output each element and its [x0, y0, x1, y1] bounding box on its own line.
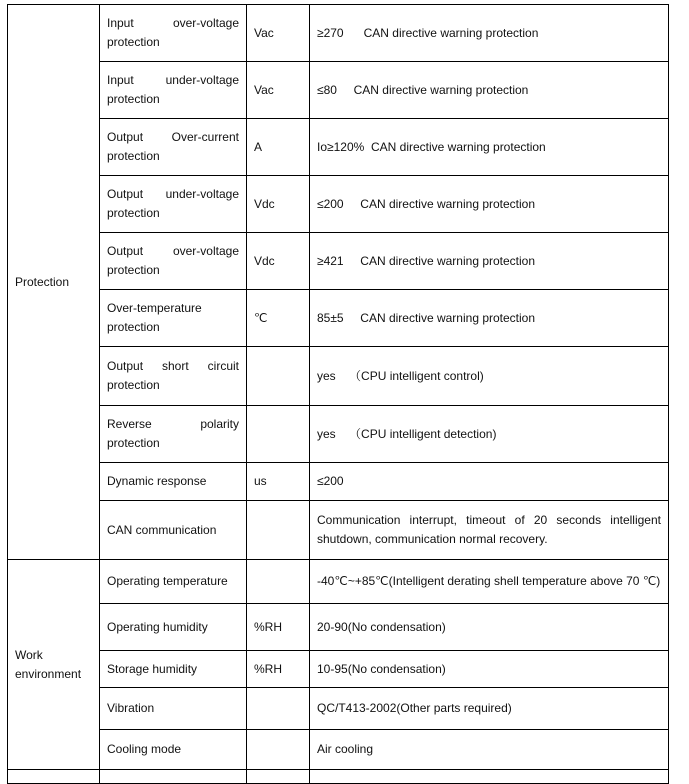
unit-cell — [247, 730, 310, 770]
note-text: CAN directive warning protection — [353, 82, 529, 97]
item-label: Operating temperature — [100, 560, 247, 604]
table-row — [8, 463, 669, 501]
item-label: Output short circuit protection — [100, 347, 247, 406]
table-row — [8, 5, 669, 62]
note-text: CAN directive warning protection — [360, 310, 536, 325]
unit-cell: Vdc — [247, 233, 310, 290]
value-cell: 20-90(No condensation) — [310, 604, 669, 651]
unit-cell: Vdc — [247, 176, 310, 233]
value-text: yes — [317, 426, 336, 441]
table-row — [8, 560, 669, 604]
note-text: CAN directive warning protection — [370, 139, 546, 154]
table-row — [8, 651, 669, 688]
table-row — [8, 233, 669, 290]
table-row — [8, 62, 669, 119]
table-row — [8, 501, 669, 560]
unit-cell: A — [247, 119, 310, 176]
unit-cell: ℃ — [247, 290, 310, 347]
value-cell — [310, 119, 669, 176]
empty-cell — [8, 770, 100, 784]
item-label: Output under-voltage protection — [100, 176, 247, 233]
note-text: CAN directive warning protection — [360, 196, 536, 211]
item-label: CAN communication — [100, 501, 247, 560]
value-cell: 10-95(No condensation) — [310, 651, 669, 688]
note-text: （CPU intelligent detection) — [349, 426, 497, 441]
empty-cell — [100, 770, 247, 784]
value-text: Io≥120% — [317, 139, 365, 154]
item-label: Storage humidity — [100, 651, 247, 688]
value-text: yes — [317, 368, 336, 383]
empty-cell — [247, 770, 310, 784]
value-cell — [310, 347, 669, 406]
value-text: ≥421 — [317, 253, 344, 268]
item-label: Output Over-current protection — [100, 119, 247, 176]
unit-cell — [247, 501, 310, 560]
table-row — [8, 290, 669, 347]
value-cell — [310, 406, 669, 463]
unit-cell — [247, 406, 310, 463]
item-label: Output over-voltage protection — [100, 233, 247, 290]
empty-cell — [310, 770, 669, 784]
value-cell — [310, 5, 669, 62]
item-label: Input over-voltage protection — [100, 5, 247, 62]
table-row — [8, 347, 669, 406]
table-row — [8, 688, 669, 730]
value-cell — [310, 233, 669, 290]
value-cell: -40℃~+85℃(Intelligent derating shell temperature above 70 ℃) — [310, 560, 669, 604]
table-row — [8, 730, 669, 770]
item-label: Dynamic response — [100, 463, 247, 501]
value-cell: QC/T413-2002(Other parts required) — [310, 688, 669, 730]
value-cell: Air cooling — [310, 730, 669, 770]
item-label: Vibration — [100, 688, 247, 730]
table-row — [8, 770, 669, 784]
unit-cell: Vac — [247, 5, 310, 62]
item-label: Input under-voltage protection — [100, 62, 247, 119]
unit-cell: us — [247, 463, 310, 501]
unit-cell: %RH — [247, 604, 310, 651]
table-row — [8, 604, 669, 651]
unit-cell — [247, 688, 310, 730]
note-text: CAN directive warning protection — [363, 25, 539, 40]
table-row — [8, 176, 669, 233]
category-work-environment: Work environment — [8, 560, 100, 770]
item-label: Reverse polarity protection — [100, 406, 247, 463]
value-cell — [310, 290, 669, 347]
unit-cell: Vac — [247, 62, 310, 119]
unit-cell: %RH — [247, 651, 310, 688]
value-cell — [310, 176, 669, 233]
spec-table — [7, 4, 669, 784]
value-cell: ≤200 — [310, 463, 669, 501]
note-text: （CPU intelligent control) — [349, 368, 484, 383]
value-cell — [310, 62, 669, 119]
value-text: ≤80 — [317, 82, 337, 97]
item-label: Cooling mode — [100, 730, 247, 770]
unit-cell — [247, 347, 310, 406]
item-label: Over-temperature protection — [100, 290, 247, 347]
table-row — [8, 406, 669, 463]
value-text: ≥270 — [317, 25, 344, 40]
unit-cell — [247, 560, 310, 604]
category-protection: Protection — [8, 5, 100, 560]
note-text: CAN directive warning protection — [360, 253, 536, 268]
value-text: ≤200 — [317, 196, 344, 211]
table-row — [8, 119, 669, 176]
value-cell: Communication interrupt, timeout of 20 seconds intelligent shutdown, communication normal recovery. — [310, 501, 669, 560]
value-text: 85±5 — [317, 310, 344, 325]
item-label: Operating humidity — [100, 604, 247, 651]
